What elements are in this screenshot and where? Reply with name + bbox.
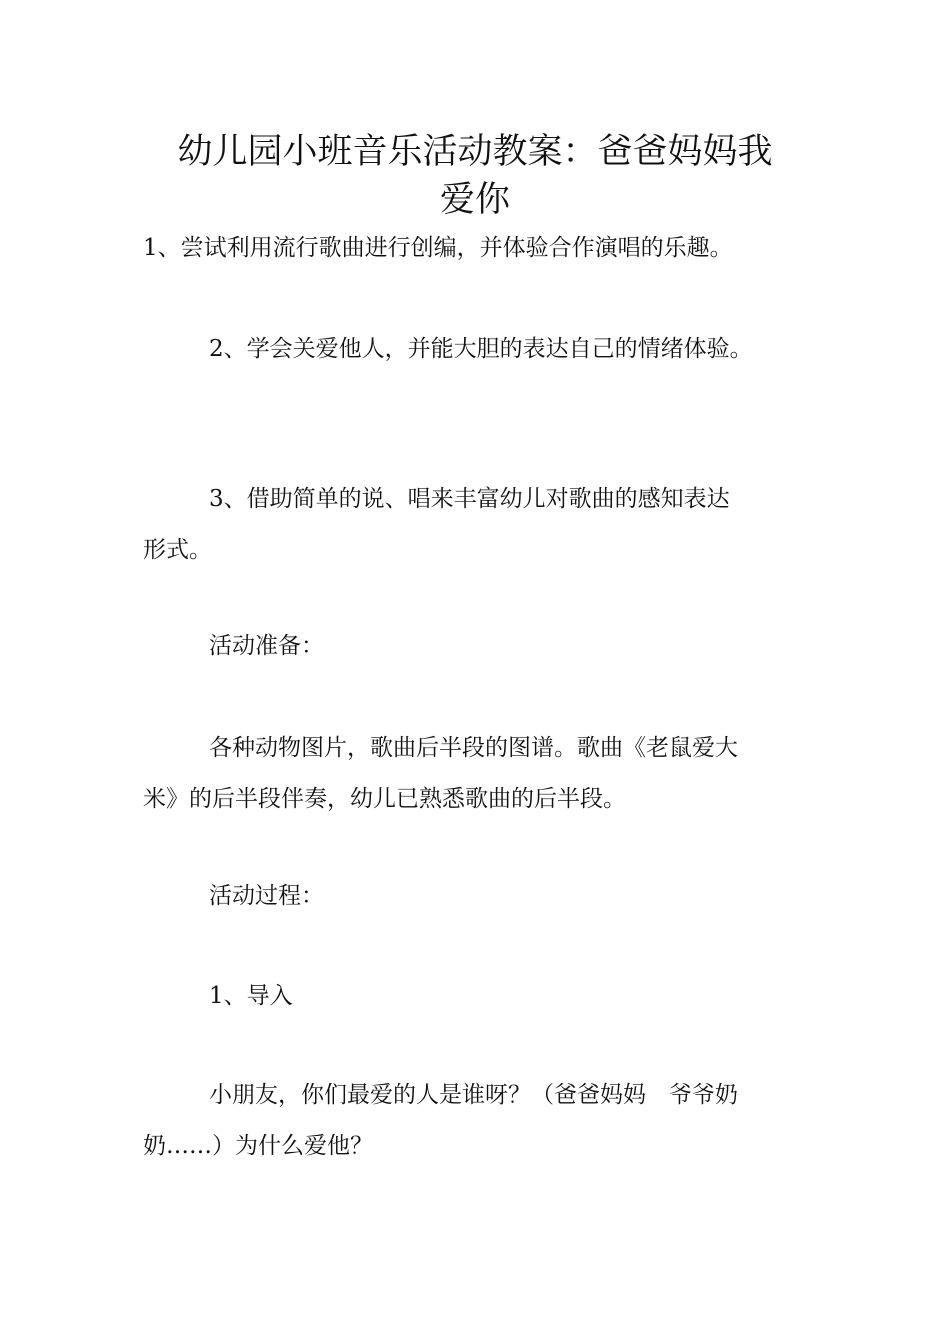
step-1-text-continued: 奶……）为什么爱他？ xyxy=(143,1133,373,1159)
step-1-text: 小朋友，你们最爱的人是谁呀？（爸爸妈妈 爷爷奶 xyxy=(209,1082,738,1108)
title-line-2: 爱你 xyxy=(439,180,510,220)
preparation-text: 各种动物图片，歌曲后半段的图谱。歌曲《老鼠爱大 xyxy=(209,735,738,761)
preparation-text-continued: 米》的后半段伴奏，幼儿已熟悉歌曲的后半段。 xyxy=(143,786,626,812)
objective-1: 1、尝试利用流行歌曲进行创编，并体验合作演唱的乐趣。 xyxy=(143,235,733,261)
step-1-heading: 1、导入 xyxy=(209,983,293,1009)
title-line-1: 幼儿园小班音乐活动教案：爸爸妈妈我 xyxy=(177,132,773,172)
section-heading-preparation: 活动准备： xyxy=(209,633,324,659)
objective-3: 3、借助简单的说、唱来丰富幼儿对歌曲的感知表达 xyxy=(209,486,730,512)
objective-3-continued: 形式。 xyxy=(143,537,212,563)
document-title xyxy=(100,128,850,224)
section-heading-process: 活动过程： xyxy=(209,883,324,909)
objective-2: 2、学会关爱他人，并能大胆的表达自己的情绪体验。 xyxy=(209,336,753,362)
